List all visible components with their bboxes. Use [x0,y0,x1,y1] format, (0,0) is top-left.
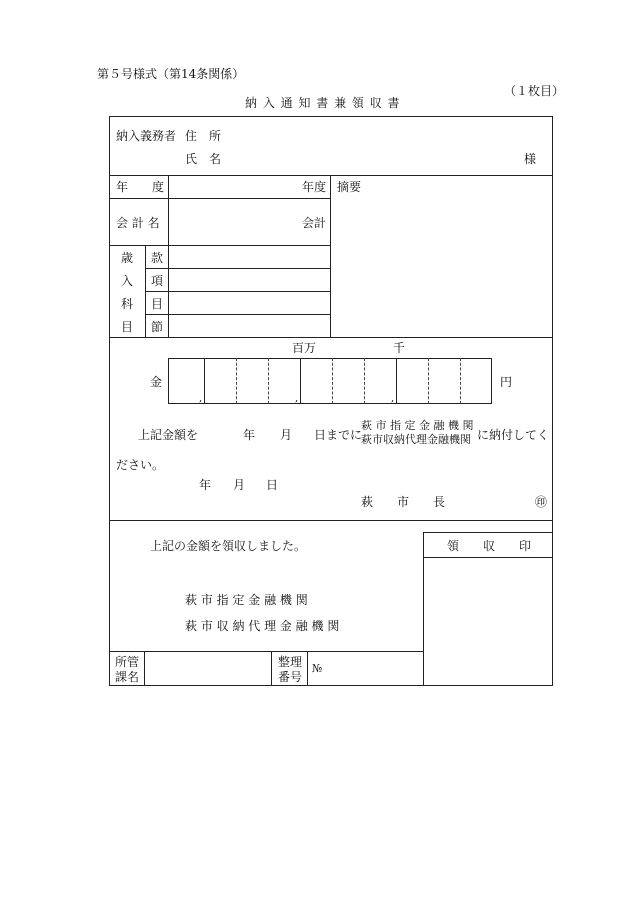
amount-digit-boxes[interactable] [168,358,492,404]
form-number-label: 第５号様式（第14条関係） [97,67,245,81]
divider [109,175,553,176]
receipt-designated-institution: 萩 市 指 定 金 融 機 関 [185,593,308,607]
mayor-title: 萩 市 長 [361,495,446,509]
divider [145,268,330,269]
yen-label: 円 [500,375,513,389]
fiscal-year-label: 年 度 [116,180,165,194]
notice-month: 月 [280,428,293,442]
ref-label-line-1: 整理 [278,655,303,669]
subject-item-moku: 目 [151,297,164,311]
receipt-stamp-label: 領 収 印 [447,539,532,553]
thousands-comma: , [295,393,299,404]
receipt-stamp-area [424,558,552,685]
summary-label: 摘要 [337,180,362,194]
divider [109,337,553,338]
digit-separator [428,358,429,404]
digit-separator [300,358,301,404]
issue-month: 月 [233,478,246,492]
divider [109,651,423,652]
divider [145,314,330,315]
obligor-label: 納入義務者 [116,129,177,143]
notice-year: 年 [243,428,256,442]
designated-institution: 萩 市 指 定 金 融 機 関 [361,419,474,432]
unit-million: 百万 [292,341,317,355]
unit-thousand: 千 [393,341,406,355]
divider [109,245,330,246]
receipt-text: 上記の金額を領収しました。 [150,539,307,553]
fiscal-year-suffix: 年度 [302,180,327,194]
digit-separator [460,358,461,404]
issue-day: 日 [266,478,279,492]
digit-separator [364,358,365,404]
subject-item-kou: 項 [151,274,164,288]
revenue-subject-char: 科 [121,297,134,311]
subject-item-kan: 款 [151,251,164,265]
digit-separator [396,358,397,404]
revenue-subject-char: 歳 [121,251,134,265]
seal-mark: ㊞ [535,495,548,509]
address-label: 住 所 [185,129,222,143]
notice-deadline: 日までに [314,428,363,442]
divider [423,532,553,533]
divider [109,198,330,199]
digit-separator [204,358,205,404]
thousands-comma: , [391,393,395,404]
subject-item-setsu: 節 [151,320,164,334]
divider [307,651,308,686]
divider [330,175,331,337]
divider [271,651,272,686]
notice-continuation: ださい。 [116,458,165,472]
account-name-label: 会 計 名 [116,216,160,230]
notice-prefix: 上記金額を [138,428,199,442]
sheet-count: （１枚目） [504,84,565,98]
agent-institution: 萩市収納代理金融機関 [361,433,471,446]
digit-separator [332,358,333,404]
divider [168,175,169,337]
revenue-subject-char: 入 [121,274,134,288]
account-suffix: 会計 [302,216,327,230]
divider [109,520,553,521]
ref-label-line-2: 番号 [278,670,303,684]
digit-separator [268,358,269,404]
dept-label-line-1: 所管 [115,655,140,669]
number-label: № [312,662,323,675]
form-title: 納 入 通 知 書 兼 領 収 書 [245,96,401,110]
divider [145,291,330,292]
notice-suffix: に納付してく [477,428,550,442]
receipt-agent-institution: 萩 市 収 納 代 理 金 融 機 関 [185,619,340,633]
thousands-comma: , [199,393,203,404]
honorific: 様 [524,152,537,166]
amount-label: 金 [150,375,163,389]
name-label: 氏 名 [185,152,222,166]
divider [144,651,145,686]
digit-separator [236,358,237,404]
issue-year: 年 [199,478,212,492]
dept-label-line-2: 課名 [115,670,140,684]
revenue-subject-char: 目 [121,320,134,334]
